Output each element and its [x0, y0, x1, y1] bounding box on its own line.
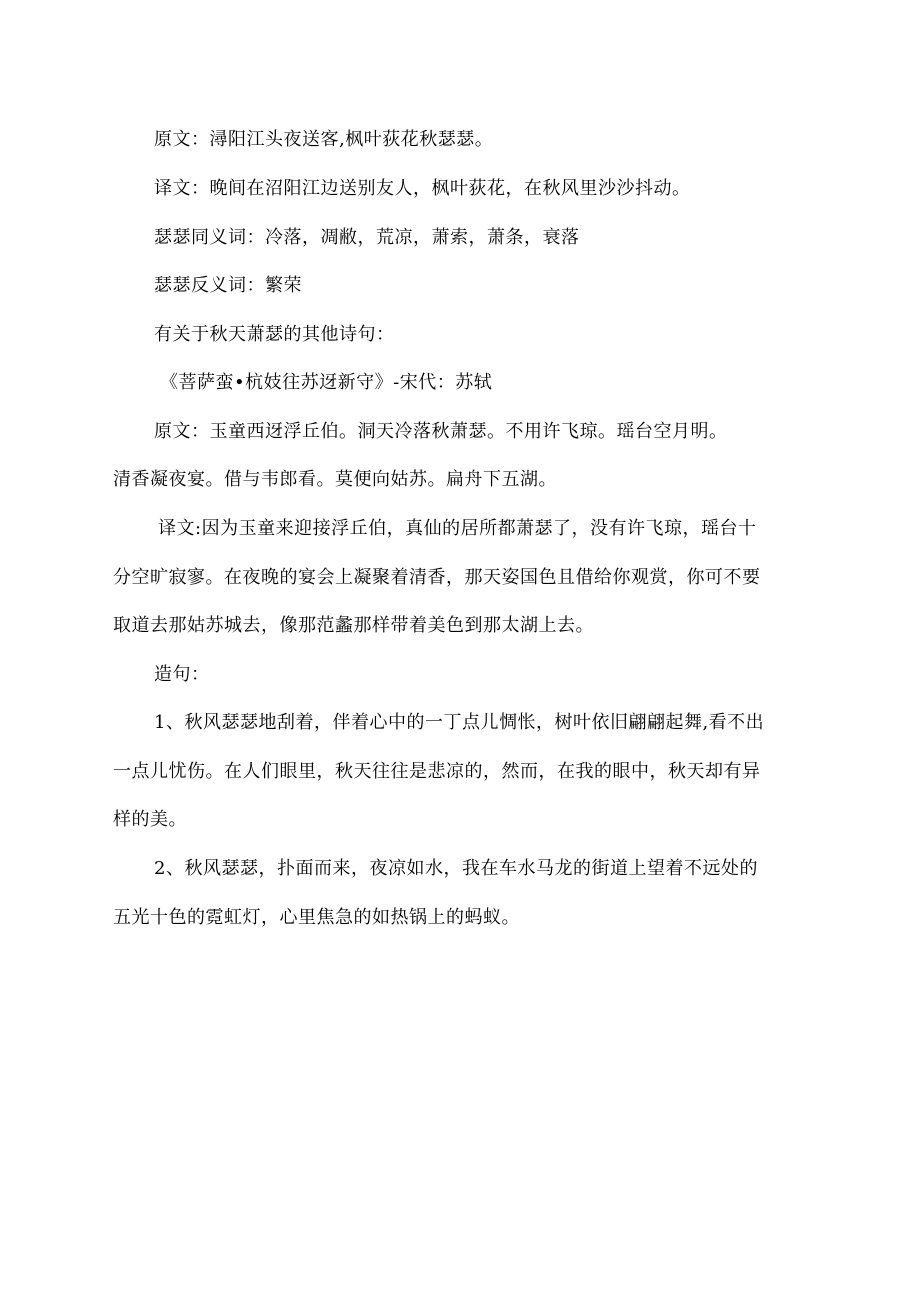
poem-title-line: 《菩萨蛮•杭妓往苏迓新守》-宋代：苏轼 — [160, 372, 493, 393]
original-verse-line: 原文：潯阳江头夜送客,枫叶荻花秋瑟瑟。 — [154, 129, 494, 150]
poem-translation-line: 取道去那姑苏城去，像那范蠡那样带着美色到那太湖上去。 — [113, 615, 594, 636]
poem-original-line: 原文：玉童西迓浮丘伯。洞天冷落秋萧瑟。不用许飞琼。瑶台空月明。 — [154, 421, 728, 442]
example-sentence-2: 2、秋风瑟瑟，扑面而来，夜凉如水，我在车水马龙的街道上望着不远处的 — [154, 858, 758, 879]
example-sentence-1: 1、秋风瑟瑟地刮着，伴着心中的一丁点儿惆怅，树叶依旧翩翩起舞,看不出 — [154, 712, 765, 733]
synonyms-line: 瑟瑟同义词：冷落，凋敝，荒凉，萧索，萧条，衰落 — [154, 227, 580, 248]
example-sentence-2-continued: 五光十色的霓虹灯，心里焦急的如热锅上的蚂蚁。 — [113, 907, 520, 928]
example-sentences-heading: 造句： — [154, 664, 210, 685]
poem-translation-line: 译文:因为玉童来迎接浮丘伯，真仙的居所都萧瑟了，没有许飞琼，瑶台十 — [158, 518, 757, 539]
poem-original-line-continued: 清香凝夜宴。借与韦郎看。莫便向姑苏。扁舟下五湖。 — [113, 469, 557, 490]
related-poems-heading: 有关于秋天萧瑟的其他诗句： — [154, 324, 395, 345]
antonyms-line: 瑟瑟反义词：繁荣 — [154, 275, 302, 296]
poem-translation-line: 分空旷寂寥。在夜晚的宴会上凝聚着清香，那天姿国色且借给你观赏，你可不要 — [113, 567, 761, 588]
translation-line: 译文：晚间在沼阳江边送别友人，枫叶荻花，在秋风里沙沙抖动。 — [154, 178, 691, 199]
example-sentence-1-continued: 样的美。 — [113, 809, 187, 830]
example-sentence-1-continued: 一点儿忧伤。在人们眼里，秋天往往是悲凉的，然而，在我的眼中，秋天却有异 — [113, 761, 761, 782]
